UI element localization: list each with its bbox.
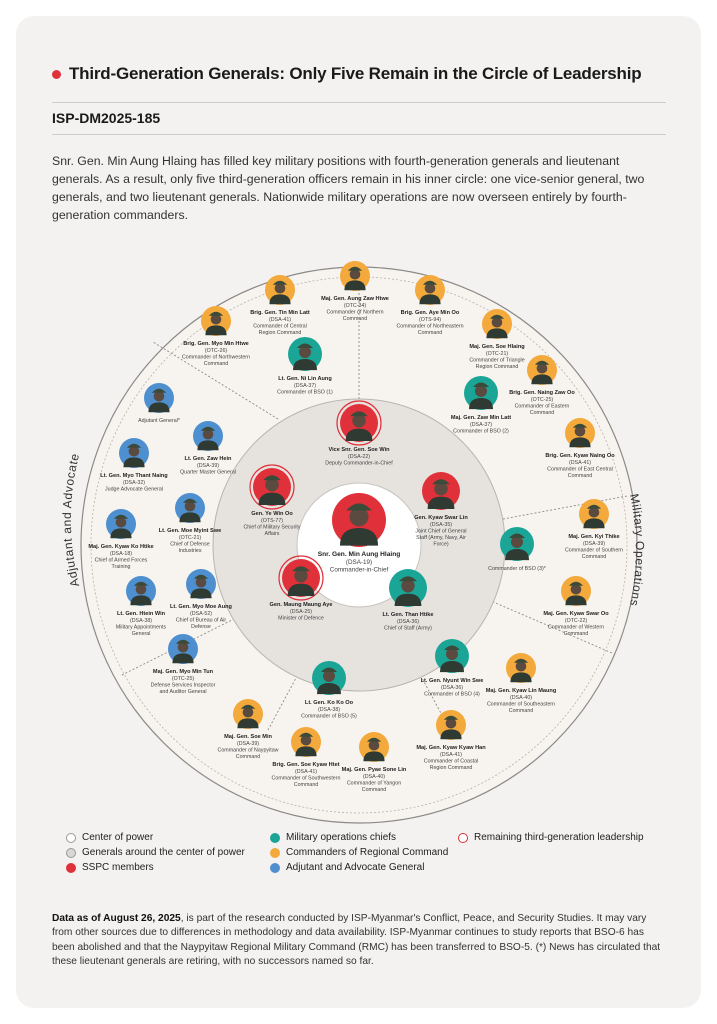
person-name: Lt. Gen. Moe Myint Swe: [158, 528, 222, 534]
person-name: Maj. Gen. Kyaw Ko Htike: [88, 544, 154, 550]
legend-swatch-icon: [270, 848, 280, 858]
person-code: (DSA-52): [189, 610, 213, 617]
person-code: (DSA-36): [396, 618, 420, 625]
person-role: and Auditor General: [159, 689, 207, 695]
person-role: Commander of Naypyitaw: [217, 747, 279, 754]
person-name: Brig. Gen. Myo Min Htwe: [183, 341, 249, 347]
person-code: (DSA-39): [236, 740, 260, 747]
person-code: (DSA-25): [289, 608, 313, 615]
person-name: Maj. Gen. Kyi Thike: [568, 534, 620, 540]
person-role: Affairs: [264, 531, 280, 537]
person-code: (DSA-41): [294, 768, 318, 775]
person-role: Commander of Yangon: [346, 780, 402, 787]
person-code: (OTC-25): [530, 396, 554, 403]
person-code: (OTC-22): [564, 617, 588, 624]
intro-paragraph: Snr. Gen. Min Aung Hlaing has filled key military positions with fourth-generation generals and lieutenant generals. As a result, only five third-generation officers remain in his inner circle: one vice-senior general, two generals, and two lieutenant generals. Nationwide military operations are now overseen entirely by fourth-generation commanders.: [52, 154, 645, 222]
person-name: Lt. Gen. Ni Lin Aung: [278, 376, 332, 382]
person-name: Maj. Gen. Pyae Sone Lin: [341, 767, 407, 773]
person-role: Chief of Defense: [170, 541, 210, 548]
person-name: Gen. Ye Win Oo: [251, 511, 293, 517]
person-name: Maj. Gen. Kyaw Lin Maung: [485, 688, 557, 694]
person-role: Region Command: [475, 364, 519, 370]
legend-item: [66, 862, 154, 873]
person-role: Commander-in-Chief: [329, 566, 389, 574]
person-role: Commander of Triangle: [469, 357, 525, 364]
person-role: Region Command: [258, 330, 302, 336]
person-role: Commander of Eastern: [514, 403, 570, 410]
legend-label: Military operations chiefs: [286, 832, 397, 843]
section-label-operations: Military Operations: [626, 492, 647, 608]
person-role: Commander of East Central: [547, 466, 613, 473]
person-role: Chief of Military Security: [243, 524, 301, 531]
person-role: Commander of Western: [547, 624, 605, 631]
person-role: Quarter Master General: [180, 469, 236, 476]
person-role: Commander of Central: [253, 323, 307, 330]
person-role: Command: [508, 708, 534, 714]
person-name: Brig. Gen. Naing Zaw Oo: [509, 390, 575, 396]
person-role: Command: [581, 554, 607, 560]
person-name: Brig. Gen. Tin Min Latt: [250, 310, 310, 316]
person-code: (OTC-21): [178, 534, 202, 541]
person-code: (OTC-21): [485, 350, 509, 357]
person-name: Lt. Gen. Zaw Hein: [184, 456, 232, 462]
person-role: Staff (Army, Navy, Air: [416, 535, 466, 541]
legend-label: Remaining third-generation leadership: [474, 832, 644, 843]
person-name: Snr. Gen. Min Aung Hlaing: [317, 551, 401, 558]
footer-text: , is part of the research conducted by ISP-Myanmar's Conflict, Peace, and Security Studies. It may vary from other sources due to differences in methodology and data availability. ISP-Myanmar continues to study reports that BSO-6 has been abolished and that the Naypyitaw Regional Military Command (RMC) has been transferred to BSO-5. (*) News has circulated that these lieutenant generals are retiring, with no successors named so far.: [52, 913, 661, 968]
person-code: (DSA-36): [440, 684, 464, 691]
person-role: Industries: [178, 548, 202, 554]
legend-item: [270, 847, 448, 858]
person-role: Joint Chief of General: [415, 528, 467, 535]
person-role: Commander of Southwestern: [271, 775, 341, 782]
person-name: Maj. Gen. Aung Zaw Htwe: [321, 296, 389, 302]
legend-label: Commanders of Regional Command: [286, 847, 449, 858]
person-role: Commander of BSO (5): [301, 713, 357, 720]
person-name: Maj. Gen. Soe Hlaing: [469, 344, 525, 350]
person-code: (DSA-22): [347, 453, 371, 460]
person-role: Training: [111, 564, 131, 570]
person-name: Lt. Gen. Than Htike: [382, 612, 434, 618]
person-code: (OTS-77): [260, 517, 284, 524]
person-role: Minister of Defence: [278, 615, 324, 622]
legend-label: Center of power: [82, 832, 154, 843]
person-role: Commander of BSO (2): [453, 428, 509, 435]
person-name: Brig. Gen. Kyaw Naing Oo: [545, 453, 615, 459]
person-name: Vice Snr. Gen. Soe Win: [328, 447, 390, 453]
legend-swatch-icon: [270, 863, 280, 873]
person-code: (DSA-41): [568, 459, 592, 466]
person-code: (DSA-41): [439, 751, 463, 758]
person-name: Lt. Gen. Myo Thant Naing: [100, 473, 168, 479]
person-name: Maj. Gen. Soe Min: [224, 734, 272, 740]
person-code: (DSA-40): [509, 694, 533, 701]
person-name: Gen. Kyaw Swar Lin: [414, 515, 468, 521]
person-name: Lt. Gen. Ko Ko Oo: [304, 700, 354, 706]
report-code: ISP-DM2025-185: [52, 110, 161, 126]
person-code: (DSA-19): [345, 558, 373, 566]
person-name: Lt. Gen. Nyunt Win Swe: [420, 678, 484, 684]
person-name: Maj. Gen. Kyaw Kyaw Han: [416, 745, 486, 751]
person-role: Commander of BSO (3)*: [488, 566, 546, 572]
person-role: Commander of BSO (1): [277, 389, 333, 396]
person-code: (OTS-94): [418, 316, 442, 323]
legend-item: [66, 832, 153, 843]
person-role: Military Appointments: [115, 624, 167, 631]
legend-label: SSPC members: [82, 862, 154, 873]
person-code: (DSA-41): [268, 316, 292, 323]
person-code: (DSA-38): [317, 706, 341, 713]
legend-item: [270, 832, 396, 843]
person-role: Command: [529, 410, 555, 416]
person-role: Command: [235, 754, 261, 760]
page-title: Third-Generation Generals: Only Five Remain in the Circle of Leadership: [69, 64, 642, 83]
person-role: Region Command: [429, 765, 473, 771]
legend-item: [66, 847, 245, 858]
person-role: Deputy Commander-in-Chief: [325, 460, 393, 467]
person-code: (DSA-35): [429, 521, 453, 528]
legend-swatch-icon: [66, 848, 76, 858]
person-role: Command: [567, 473, 593, 479]
person-role: Command: [563, 631, 589, 637]
person-role: Commander of Coastal: [423, 758, 479, 765]
person-code: (DSA-39): [196, 462, 220, 469]
person-role: Adjutant General*: [138, 418, 180, 424]
person-name: Maj. Gen. Kyaw Swar Oo: [543, 611, 609, 617]
person-role: Defense: [191, 624, 211, 630]
person-role: Commander of Northwestern: [181, 354, 251, 361]
person-code: (OTC-34): [343, 302, 367, 309]
legend-swatch-icon: [270, 833, 280, 843]
person-role: Command: [203, 361, 229, 367]
person-name: Lt. Gen. Myo Moe Aung: [170, 604, 232, 610]
person-name: Brig. Gen. Aye Min Oo: [400, 310, 460, 316]
person-code: (OTC-26): [204, 347, 228, 354]
person-code: (DSA-18): [109, 550, 133, 557]
legend-item: [458, 832, 644, 843]
person-role: Commander of Southeastern: [486, 701, 556, 708]
person-name: Maj. Gen. Myo Min Tun: [152, 669, 214, 675]
person-code: (DSA-37): [293, 382, 317, 389]
person-role: Force): [433, 541, 449, 548]
legend-label: Adjutant and Advocate General: [286, 862, 425, 873]
person-code: (DSA-39): [582, 540, 606, 547]
legend-swatch-icon: [458, 833, 468, 843]
person-name: Gen. Maung Maung Aye: [269, 602, 333, 608]
person-name: Brig. Gen. Soe Kyaw Htet: [272, 762, 340, 768]
person-role: Command: [342, 316, 368, 322]
person-role: Command: [417, 330, 443, 336]
person-code: (DSA-38): [129, 617, 153, 624]
legend-swatch-icon: [66, 863, 76, 873]
footer-date: Data as of August 26, 2025: [52, 913, 181, 924]
person-code: (DSA-40): [362, 773, 386, 780]
person-role: Commander of BSO (4): [424, 691, 480, 698]
person-role: Defense Services Inspector: [150, 682, 216, 689]
person-role: Chief of Staff (Army): [384, 625, 432, 632]
person-name: Maj. Gen. Zaw Min Latt: [450, 415, 512, 421]
person-code: (OTC-25): [171, 675, 195, 682]
person-role: General: [131, 631, 151, 637]
person-name: Lt. Gen. Htein Win: [116, 611, 166, 617]
person-role: Chief of Armed Forces: [94, 557, 148, 564]
person-role: Chief of Bureau of Air: [175, 617, 227, 624]
person-role: Commander of Southern: [564, 547, 624, 554]
person-role: Commander of Northern: [326, 309, 384, 316]
footer-note: [52, 912, 668, 970]
legend-label: Generals around the center of power: [82, 847, 245, 858]
person-role: Judge Advocate General: [104, 486, 164, 493]
person-role: Command: [361, 787, 387, 793]
section-label-adjutant: Adjutant and Advocate: [59, 451, 83, 589]
person-role: Commander of Northeastern: [396, 323, 464, 330]
person-role: Command: [293, 782, 319, 788]
person-code: (DSA-37): [469, 421, 493, 428]
legend-item: [270, 862, 424, 873]
legend-swatch-icon: [66, 833, 76, 843]
person-code: (DSA-32): [122, 479, 146, 486]
